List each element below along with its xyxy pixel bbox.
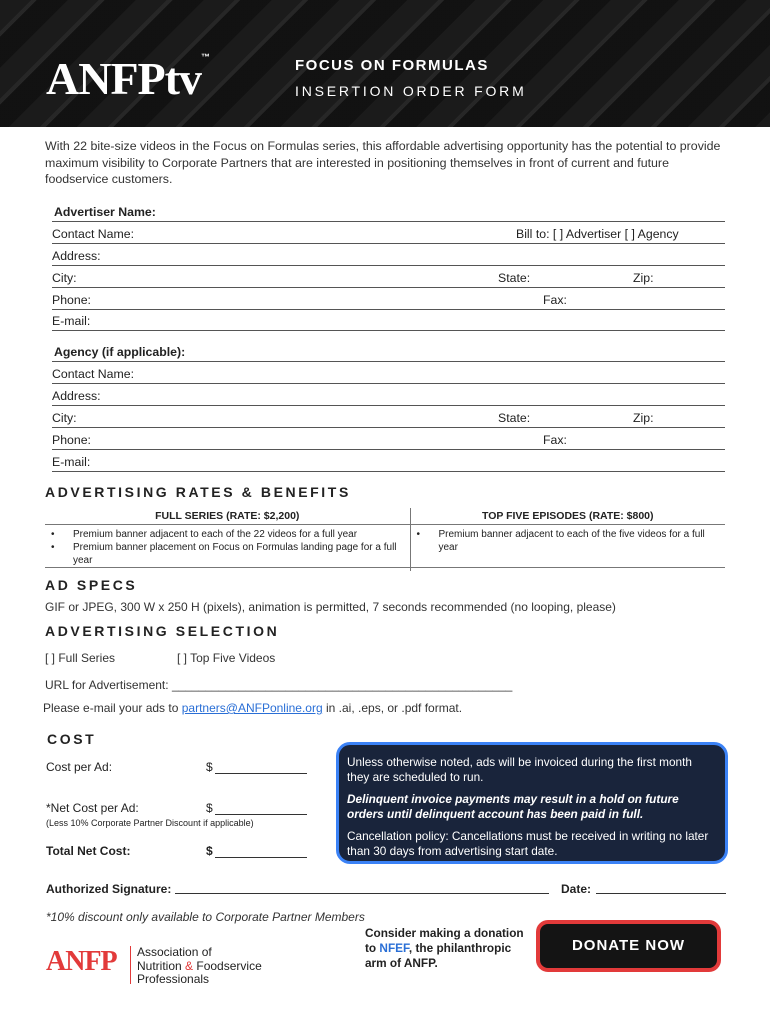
anfptv-logo: ANFPtv™ (46, 52, 209, 104)
advertiser-email-field[interactable]: E-mail: (52, 313, 725, 331)
list-item: • Premium banner adjacent to each of the 22 videos for a full year (73, 528, 406, 541)
full-series-header: FULL SERIES (RATE: $2,200) (45, 508, 410, 525)
cost-heading: COST (47, 731, 97, 747)
cost-per-ad-field[interactable]: $ (206, 760, 307, 774)
selection-heading: ADVERTISING SELECTION (45, 623, 280, 639)
url-field[interactable]: URL for Advertisement: ___________________________________________________ (45, 678, 513, 692)
invoice-note: Unless otherwise noted, ads will be invoiced during the first month they are scheduled to run. (347, 755, 692, 784)
cancellation-note: Cancellation policy: Cancellations must be received in writing no later than 30 days from advertising start date. (347, 829, 709, 858)
delinquent-note: Delinquent invoice payments may result in a hold on future orders until delinquent account has been paid in full. (347, 792, 679, 821)
donation-message: Consider making a donation to NFEF, the philanthropic arm of ANFP. (365, 926, 524, 970)
nfef-link[interactable]: NFEF (379, 941, 409, 955)
advertiser-name-field[interactable]: Advertiser Name: (52, 204, 725, 222)
advertiser-city-field[interactable]: City: State: Zip: (52, 270, 725, 288)
logo-divider (130, 946, 131, 984)
donate-now-button[interactable]: DONATE NOW (536, 920, 721, 972)
agency-contact-field[interactable]: Contact Name: (52, 366, 725, 384)
net-cost-label: *Net Cost per Ad: (46, 801, 139, 815)
agency-email-field[interactable]: E-mail: (52, 454, 725, 472)
signature-field[interactable] (175, 882, 549, 894)
anfp-logo: ANFP (46, 946, 117, 977)
rates-table (45, 508, 725, 571)
top-five-checkbox[interactable]: [ ] Top Five Videos (177, 651, 276, 665)
full-series-checkbox[interactable]: [ ] Full Series (45, 651, 116, 665)
specs-heading: AD SPECS (45, 577, 138, 593)
agency-name-field[interactable]: Agency (if applicable): (52, 344, 725, 362)
agency-city-field[interactable]: City: State: Zip: (52, 410, 725, 428)
header-banner (0, 0, 770, 127)
specs-text: GIF or JPEG, 300 W x 250 H (pixels), animation is permitted, 7 seconds recommended (no looping, please) (45, 600, 616, 614)
list-item: • Premium banner placement on Focus on Formulas landing page for a full year (73, 541, 406, 567)
signature-label: Authorized Signature: (46, 882, 172, 896)
anfp-org-name: Association of Nutrition & Foodservice Professionals (137, 945, 262, 986)
top-five-header: TOP FIVE EPISODES (RATE: $800) (410, 508, 725, 525)
form-subtitle: INSERTION ORDER FORM (295, 83, 527, 99)
date-label: Date: (561, 882, 592, 896)
discount-note: (Less 10% Corporate Partner Discount if applicable) (46, 818, 254, 828)
bill-to-options[interactable]: Bill to: [ ] Advertiser [ ] Agency (516, 227, 679, 241)
advertiser-contact-field[interactable]: Contact Name: Bill to: [ ] Advertiser [ ] Agency (52, 226, 725, 244)
net-cost-field[interactable]: $ (206, 801, 307, 815)
full-series-benefits (45, 525, 410, 572)
total-net-cost-label: Total Net Cost: (46, 844, 131, 858)
rates-table-bottom-rule (45, 567, 725, 568)
discount-footnote: *10% discount only available to Corporate Partner Members (46, 910, 365, 924)
advertiser-phone-field[interactable]: Phone: Fax: (52, 292, 725, 310)
cost-per-ad-label: Cost per Ad: (46, 760, 113, 774)
advertiser-address-field[interactable]: Address: (52, 248, 725, 266)
agency-address-field[interactable]: Address: (52, 388, 725, 406)
partners-email-link[interactable]: partners@ANFPonline.org (181, 701, 323, 715)
top-five-benefits (410, 525, 725, 572)
email-instructions: Please e-mail your ads to partners@ANFPonline.org in .ai, .eps, or .pdf format. (43, 701, 463, 715)
intro-paragraph: With 22 bite-size videos in the Focus on Formulas series, this affordable advertising opportunity has the potential to provide maximum visibility to Corporate Partners that are interested in positioning themselves in front of current and future foodservice customers. (45, 139, 721, 186)
rates-heading: ADVERTISING RATES & BENEFITS (45, 484, 351, 500)
total-net-cost-field[interactable]: $ (206, 844, 307, 858)
date-field[interactable] (596, 882, 726, 894)
invoice-notice-box (336, 742, 728, 864)
list-item: • Premium banner adjacent to each of the five videos for a full year (439, 528, 722, 554)
agency-phone-field[interactable]: Phone: Fax: (52, 432, 725, 450)
form-title: FOCUS ON FORMULAS (295, 57, 489, 74)
